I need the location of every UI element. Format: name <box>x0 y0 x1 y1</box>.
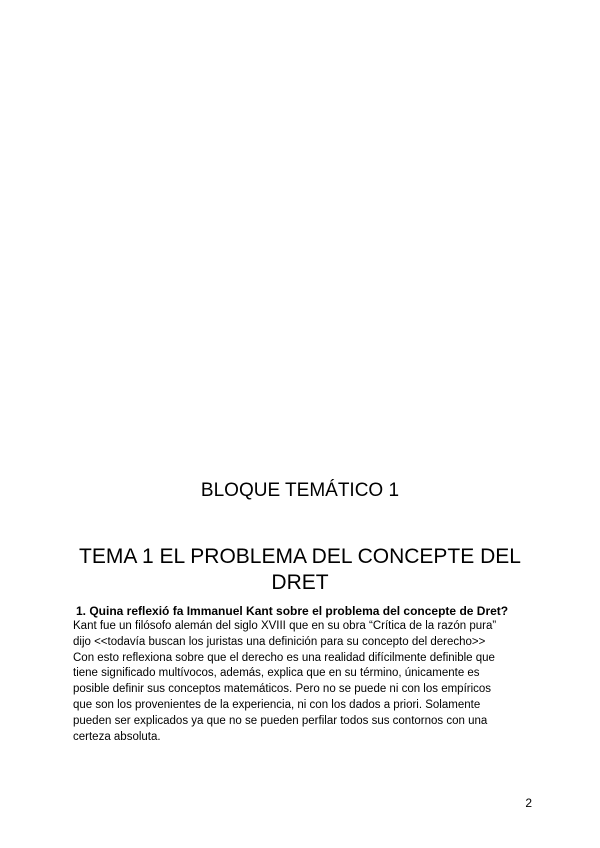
answer-line: que son los provenientes de la experiencia, ni con los dados a priori. Solamente <box>73 698 481 711</box>
question-heading: 1. Quina reflexió fa Immanuel Kant sobre el problema del concepte de Dret? <box>76 604 509 618</box>
answer-line: tiene significado multívocos, además, explica que en su término, únicamente es <box>73 667 480 680</box>
answer-line: pueden ser explicados ya que no se pueden perfilar todos sus contornos con una <box>73 714 488 727</box>
answer-line: posible definir sus conceptos matemáticos. Pero no se puede ni con los empíricos <box>73 683 492 696</box>
answer-line: certeza absoluta. <box>73 730 161 743</box>
answer-paragraph <box>73 619 543 745</box>
block-title: BLOQUE TEMÁTICO 1 <box>200 480 400 501</box>
answer-line: dijo <<todavía buscan los juristas una definición para su concepto del derecho>> <box>73 635 486 648</box>
answer-line: Kant fue un filósofo alemán del siglo XVIII que en su obra “Crítica de la razón pura” <box>73 620 497 632</box>
topic-title: TEMA 1 EL PROBLEMA DEL CONCEPTE DEL DRET <box>79 545 521 594</box>
answer-line: Con esto reflexiona sobre que el derecho es una realidad difícilmente definible que <box>73 651 495 664</box>
page-number: 2 <box>525 796 532 810</box>
